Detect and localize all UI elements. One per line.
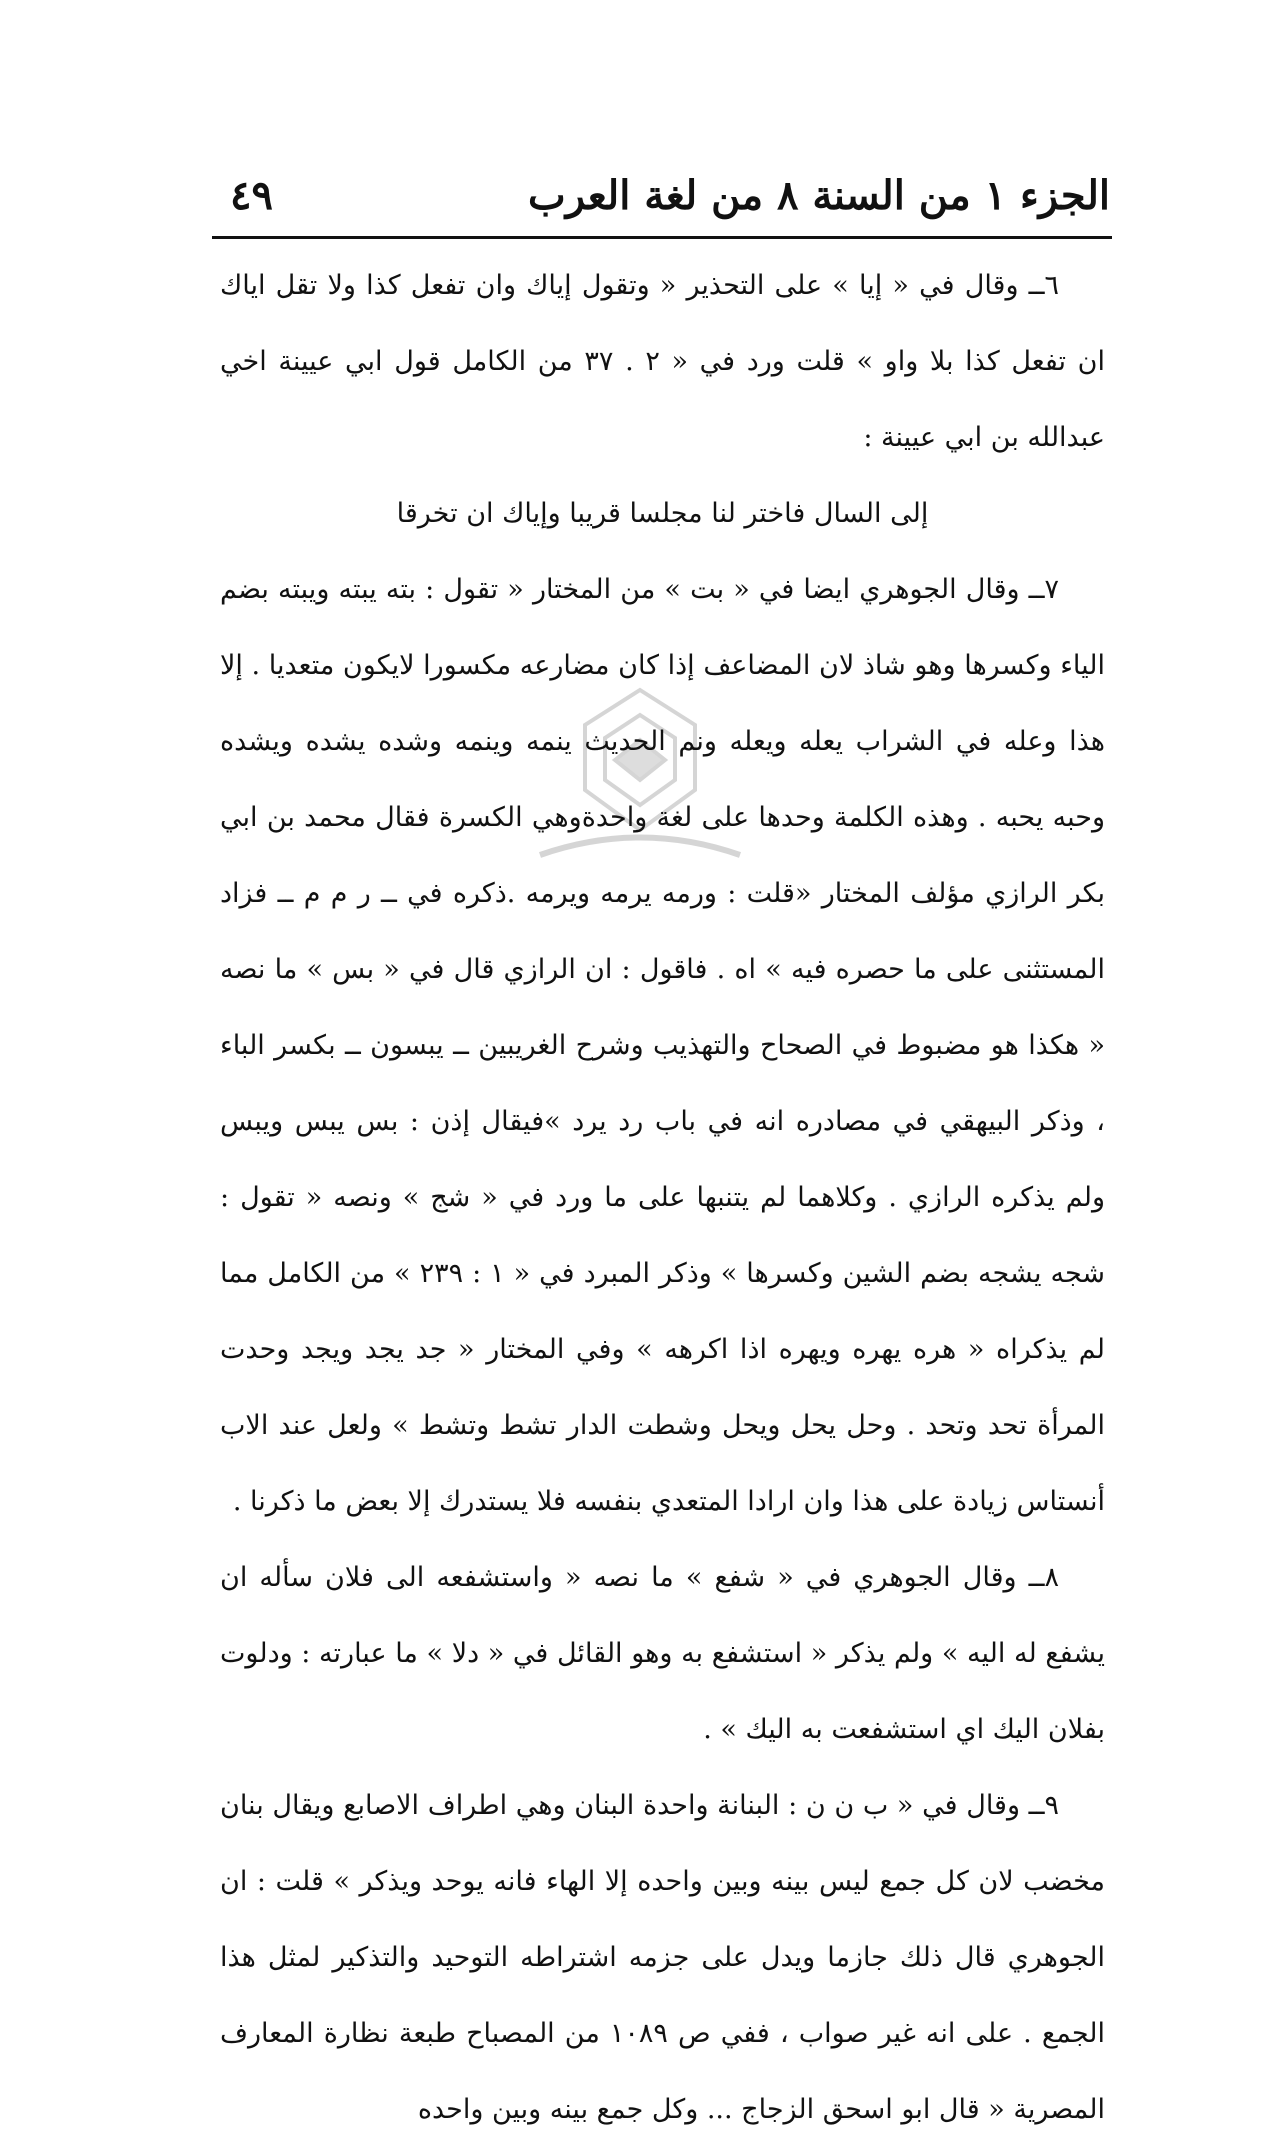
page-header xyxy=(230,160,1110,230)
paragraph-9: ٩ــ وقال في « ب ن ن : البنانة واحدة البنان وهي اطراف الاصابع ويقال بنان مخضب لان كل جمع ليس بينه وبين واحده إلا الهاء فانه يوحد ويذكر » قلت : ان الجوهري قال ذلك جازما ويدل على جزمه اشتراطه التوحيد والتذكير لمثل هذا الجمع . على انه غير صواب ، ففي ص ١٠٨٩ من المصباح طبعة نظارة المعارف المصرية « قال ابو اسحق الزجاج ... وكل جمع بينه وبين واحده xyxy=(220,1790,1105,2125)
running-title: الجزء ١ من السنة ٨ من لغة العرب xyxy=(528,171,1110,219)
poetry-verse: إلى السال فاختر لنا مجلسا قريبا وإياك ان تخرقا xyxy=(396,498,929,529)
paragraph-6: ٦ــ وقال في « إيا » على التحذير « وتقول إياك وان تفعل كذا ولا تقل اياك ان تفعل كذا بلا واو » قلت ورد في « ٢ . ٣٧ من الكامل قول ابي عيينة اخي عبدالله بن ابي عيينة : xyxy=(220,270,1105,453)
header-rule xyxy=(212,236,1112,239)
paragraph-7: ٧ــ وقال الجوهري ايضا في « بت » من المختار « تقول : بته يبته ويبته بضم الياء وكسرها وهو شاذ لان المضاعف إذا كان مضارعه مكسورا لايكون متعديا . إلا هذا وعله في الشراب يعله ويعله ونم الحديث ينمه وينمه وشده يشده ويشده وحبه يحبه . وهذه الكلمة وحدها على لغة واحدةوهي الكسرة فقال محمد بن ابي بكر الرازي مؤلف المختار «قلت : ورمه يرمه ويرمه .ذكره في ــ ر م م ــ فزاد المستثنى على ما حصره فيه » اه . فاقول : ان الرازي قال في « بس » ما نصه « هكذا هو مضبوط في الصحاح والتهذيب وشرح الغريبين ــ يبسون ــ بكسر الباء ، وذكر البيهقي في مصادره انه في باب رد يرد »فيقال إذن : بس يبس ويبس ولم يذكره الرازي . وكلاهما لم يتنبها على ما ورد في « شج » ونصه « تقول : شجه يشجه بضم الشين وكسرها » وذكر المبرد في « ١ : ٢٣٩ » من الكامل مما لم يذكراه « هره يهره ويهره اذا اكرهه » وفي المختار « جد يجد ويجد وحدت المرأة تحد وتحد . وحل يحل ويحل وشطت الدار تشط وتشط » ولعل عند الاب أنستاس زيادة على هذا وان ارادا المتعدي بنفسه فلا يستدرك إلا بعض ما ذكرنا . xyxy=(220,574,1105,1517)
article-body xyxy=(220,248,1105,2148)
paragraph-8: ٨ــ وقال الجوهري في « شفع » ما نصه « واستشفعه الى فلان سأله ان يشفع له اليه » ولم يذكر « استشفع به وهو القائل في « دلا » ما عبارته : ودلوت بفلان اليك اي استشفعت به اليك » . xyxy=(220,1562,1105,1745)
page-number: ٤٩ xyxy=(230,171,273,219)
